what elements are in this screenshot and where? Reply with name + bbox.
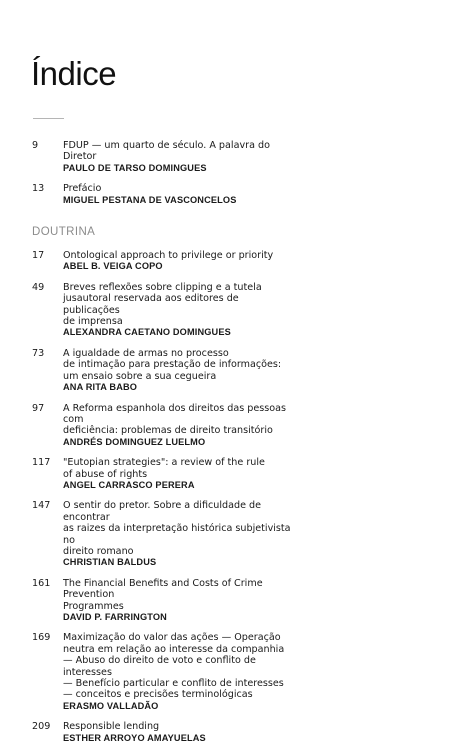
page-number: 169 — [32, 632, 51, 644]
entry-title-line: deficiência: problemas de direito transitório — [63, 425, 273, 437]
entry-title-line: of abuse of rights — [63, 468, 148, 480]
page-number: 117 — [32, 457, 51, 469]
toc-entry[interactable] — [32, 282, 294, 339]
entry-body — [63, 140, 294, 174]
entry-title-line: Programmes — [63, 600, 124, 612]
toc-entry[interactable] — [32, 721, 294, 744]
entry-title-line: "Eutopian strategies": a review of the rule — [63, 457, 265, 469]
entry-title-line: — Benefício particular e conflito de interesses — [63, 678, 284, 690]
entry-body — [63, 282, 294, 339]
entry-body — [63, 348, 294, 394]
entry-title-line: de intimação para prestação de informações: — [63, 359, 282, 371]
entry-author: ANGEL CARRASCO PERERA — [63, 479, 195, 490]
entry-author: CHRISTIAN BALDUS — [63, 557, 157, 568]
entry-title-line: um ensaio sobre a sua cegueira — [63, 370, 217, 382]
entry-title-line: direito romano — [63, 545, 134, 557]
entry-title-line: jusautoral reservada aos editores de publicações — [63, 293, 239, 316]
entry-title-line: — Abuso do direito de voto e conflito de interesses — [63, 655, 256, 678]
entry-title-line: A Reforma espanhola dos direitos das pessoas com — [63, 402, 287, 425]
section-heading: DOUTRINA — [32, 226, 96, 239]
page-number: 73 — [32, 347, 45, 359]
page-title: Índice — [31, 55, 117, 92]
page-number: 17 — [32, 250, 45, 262]
entry-title-line: A igualdade de armas no processo — [63, 347, 229, 359]
toc-entry[interactable] — [32, 632, 294, 712]
page-number: 9 — [32, 140, 39, 151]
entry-author: ERASMO VALLADÃO — [63, 700, 159, 711]
page-number: 161 — [32, 577, 51, 589]
entry-title-line: Breves reflexões sobre clipping e a tutela — [63, 281, 262, 293]
toc-entry[interactable] — [32, 140, 294, 174]
entry-body — [63, 250, 294, 273]
toc-entry[interactable] — [32, 457, 294, 491]
toc-entry[interactable] — [32, 183, 294, 206]
page-number: 209 — [32, 721, 51, 733]
entry-body — [63, 403, 294, 449]
toc-entry[interactable] — [32, 348, 294, 394]
page-number: 49 — [32, 281, 45, 293]
entry-title-line: O sentir do pretor. Sobre a dificuldade de encontrar — [63, 500, 262, 523]
entry-title-line: The Financial Benefits and Costs of Crime Prevention — [63, 577, 263, 601]
entry-title-line: FDUP — um quarto de século. A palavra do Diretor — [63, 140, 270, 163]
toc-entry[interactable] — [32, 578, 294, 624]
entry-title-line: Ontological approach to privilege or priority — [63, 250, 274, 262]
entry-body — [63, 500, 294, 568]
page-number: 97 — [32, 402, 45, 414]
entry-title-line: Prefácio — [63, 183, 102, 195]
entry-body — [63, 457, 294, 491]
entry-author: ALEXANDRA CAETANO DOMINGUES — [63, 327, 231, 338]
entries-list — [32, 250, 294, 744]
entry-author: ESTHER ARROYO AMAYUELAS — [63, 732, 206, 743]
page-number: 13 — [32, 183, 45, 195]
entry-title-line: de imprensa — [63, 316, 123, 328]
entry-body — [63, 632, 294, 712]
entry-author: DAVID P. FARRINGTON — [63, 612, 167, 622]
entry-title-line: as raizes da interpretação histórica subjetivista no — [63, 523, 291, 546]
entry-title-line: Responsible lending — [63, 721, 160, 733]
entry-title-line: Maximização do valor das ações — Operação — [63, 632, 281, 644]
page-number: 147 — [32, 500, 51, 512]
table-of-contents — [32, 140, 294, 753]
toc-entry[interactable] — [32, 403, 294, 449]
entry-author: ABEL B. VEIGA COPO — [63, 261, 163, 272]
entry-author: MIGUEL PESTANA DE VASCONCELOS — [63, 194, 237, 205]
entry-body — [63, 578, 294, 624]
entry-body — [63, 721, 294, 744]
front-matter-list — [32, 140, 294, 206]
entry-title-line: — conceitos e precisões terminológicas — [63, 689, 253, 701]
entry-author: ANA RITA BABO — [63, 382, 138, 393]
title-rule — [33, 118, 64, 119]
entry-author: ANDRÉS DOMINGUEZ LUELMO — [63, 436, 206, 447]
entry-author: PAULO DE TARSO DOMINGUES — [63, 162, 207, 173]
toc-entry[interactable] — [32, 500, 294, 568]
entry-title-line: neutra em relação ao interesse da companhia — [63, 643, 285, 655]
entry-body — [63, 183, 294, 206]
toc-entry[interactable] — [32, 250, 294, 273]
